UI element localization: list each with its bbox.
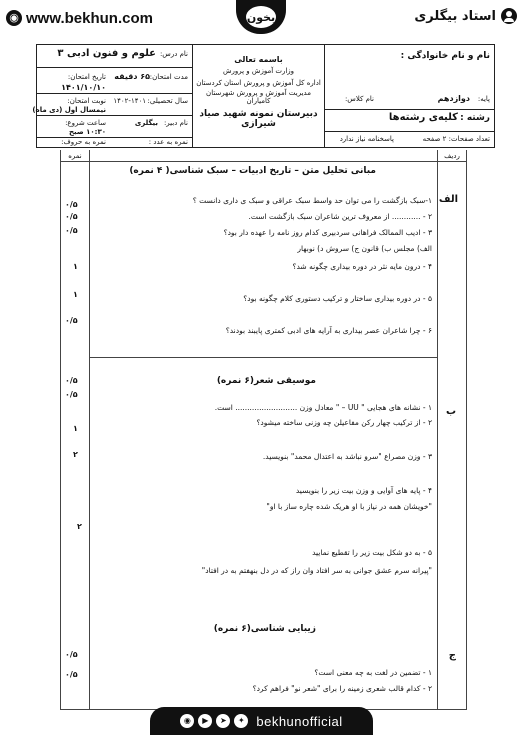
score-a3: ۰/۵	[65, 226, 78, 235]
question-a2: ۲ - ............ از معروف ترین شاعران سبک بازگشت است.	[248, 212, 432, 221]
logo-text: بخون	[246, 6, 276, 28]
exam-header	[32, 44, 495, 148]
score-c2: ۰/۵	[65, 670, 78, 679]
row-column-header: ردیف	[438, 150, 466, 162]
score-column-header: نمره	[61, 150, 89, 162]
year-label: سال تحصیلی:	[147, 97, 188, 105]
city-office: مدیریت آموزش و پرورش شهرستان کامیاران	[206, 89, 311, 105]
question-a1: ۱-سبک بازگشت را می توان حد واسط سبک عراقی و سبک ی داری دانست ؟	[192, 196, 432, 205]
section-title-c: زیبایی شناسی(۶ نمره)	[213, 624, 316, 634]
page-count: تعداد صفحات: ۲ صفحه	[422, 135, 490, 143]
student-info	[324, 45, 494, 147]
person-icon	[501, 8, 517, 24]
turn-value: نیمسال اول (دی ماه)	[32, 106, 106, 114]
section-title-a: مبانی تحلیل متن – تاریخ ادبیات – سبک شناسی( ۴ نمره)	[129, 166, 376, 176]
social-footer	[150, 707, 373, 735]
section-divider	[89, 357, 438, 358]
score-a1: ۰/۵	[65, 200, 78, 209]
school-name: دبیرستان نمونه شهید صیاد شیرازی	[199, 109, 318, 129]
score-b1: ۰/۵	[65, 376, 78, 385]
question-a3-options: الف) مجلس ب) قانون ج) سروش د) نوبهار	[297, 244, 432, 253]
exam-details	[32, 45, 192, 147]
question-c1: ۱ - تضمین در لغت به چه معنی است؟	[314, 668, 432, 677]
score-c1: ۰/۵	[65, 650, 78, 659]
score-a6: ۰/۵	[65, 316, 78, 325]
answer-sheet-note: پاسخنامه نیاز ندارد	[339, 135, 394, 143]
question-a3: ۳ - ادیب الممالک فراهانی سردبیری کدام روز نامه را عهده دار بود؟	[223, 228, 432, 237]
telegram-icon[interactable]: ➤	[216, 714, 230, 728]
score-b5: ۲	[77, 522, 82, 531]
brand-bar	[0, 0, 523, 36]
question-b5-verse: "پیرانه سرم عشق جوانی به سر افتاد وان راز که در دل بنهفتم به در افتاد"	[201, 566, 432, 575]
question-a4: ۴ - درون مایه نثر در دوره بیداری چگونه شد؟	[292, 262, 432, 271]
subject-label: نام درس:	[159, 50, 188, 58]
grade-label: پایه:	[477, 95, 490, 103]
question-a5: ۵ - در دوره بیداری ساختار و ترکیب دستوری کلام چگونه بود؟	[243, 294, 432, 303]
grade-value: دوازدهم	[437, 94, 470, 103]
question-b4: ۴ - پایه های آوایی و وزن بیت زیر را بنویسید	[295, 486, 432, 495]
province-office: اداره کل آموزش و پرورش استان کردستان	[196, 79, 321, 87]
start-value: ۱۰:۳۰ صبح	[69, 128, 106, 136]
subject-value: علوم و فنون ادبی ۳	[57, 48, 156, 59]
site-link[interactable]	[6, 8, 153, 28]
score-a5: ۱	[73, 290, 78, 299]
turn-label: نوبت امتحان:	[67, 97, 106, 105]
field-value: کلیه‌ی رشته‌ها	[388, 112, 458, 123]
question-b3: ۳ - وزن مصراع "سرو نباشد به اعتدال محمد" بنویسید.	[262, 452, 432, 461]
ministry-name: وزارت آموزش و پرورش	[222, 67, 295, 75]
field-label: رشته :	[460, 113, 490, 123]
student-name-label: نام و نام خانوادگی :	[400, 51, 490, 61]
instagram-icon[interactable]: ◉	[180, 714, 194, 728]
teacher-label: نام دبیر:	[163, 119, 188, 127]
teacher-name: استاد بیگلری	[414, 8, 496, 24]
brand-logo	[236, 0, 286, 34]
question-a6: ۶ - چرا شاعران عصر بیداری به آرایه های ادبی کمتری پایبند بودند؟	[225, 326, 432, 335]
duration-label: مدت امتحان:	[149, 73, 188, 81]
score-a2: ۰/۵	[65, 212, 78, 221]
question-b2: ۲ - از ترکیب چهار رکن مفاعیلن چه وزنی ساخته میشود؟	[256, 418, 432, 427]
site-url: www.bekhun.com	[26, 9, 153, 27]
social-handle[interactable]: bekhunofficial	[256, 713, 343, 729]
section-title-b: موسیقی شعر(۶ نمره)	[216, 376, 316, 386]
duration-value: ۶۵ دقیقه	[114, 72, 150, 81]
score-b3: ۱	[73, 424, 78, 433]
school-info	[192, 45, 324, 147]
aparat-icon[interactable]: ✦	[234, 714, 248, 728]
section-letter-c: ج	[448, 650, 456, 661]
section-letter-b: ب	[445, 406, 456, 417]
question-b4-verse: "خویشان همه در نیاز با او هریک شده چاره ساز با او"	[266, 502, 432, 511]
start-label: ساعت شروع:	[65, 119, 106, 127]
question-sheet	[60, 150, 467, 710]
date-label: تاریخ امتحان:	[67, 73, 106, 81]
score-word-label: نمره به حروف:	[61, 138, 106, 146]
question-c2: ۲ - کدام قالب شعری زمینه را برای "شعر نو" فراهم کرد؟	[252, 684, 432, 693]
class-label: نام کلاس:	[344, 95, 374, 103]
teacher-value: بیگلری	[134, 119, 158, 127]
date-value: ۱۴۰۱/۱۰/۱۰	[61, 83, 106, 92]
section-letter-a: الف	[438, 194, 458, 205]
teacher-badge	[414, 8, 517, 24]
score-b4: ۲	[73, 450, 78, 459]
globe-icon: ◉	[6, 10, 22, 26]
youtube-icon[interactable]: ▶	[198, 714, 212, 728]
question-b1: ۱ - نشانه های هجایی " UU – " معادل وزن .......................... است.	[214, 403, 432, 412]
score-number-label: نمره به عدد :	[148, 138, 188, 146]
score-a4: ۱	[73, 262, 78, 271]
score-b2: ۰/۵	[65, 390, 78, 399]
year-value: ۱۴۰۲-۱۴۰۱	[113, 97, 146, 105]
basmala: باسمه تعالی	[234, 55, 283, 64]
question-b5: ۵ - به دو شکل بیت زیر را تقطیع نمایید	[312, 548, 432, 557]
